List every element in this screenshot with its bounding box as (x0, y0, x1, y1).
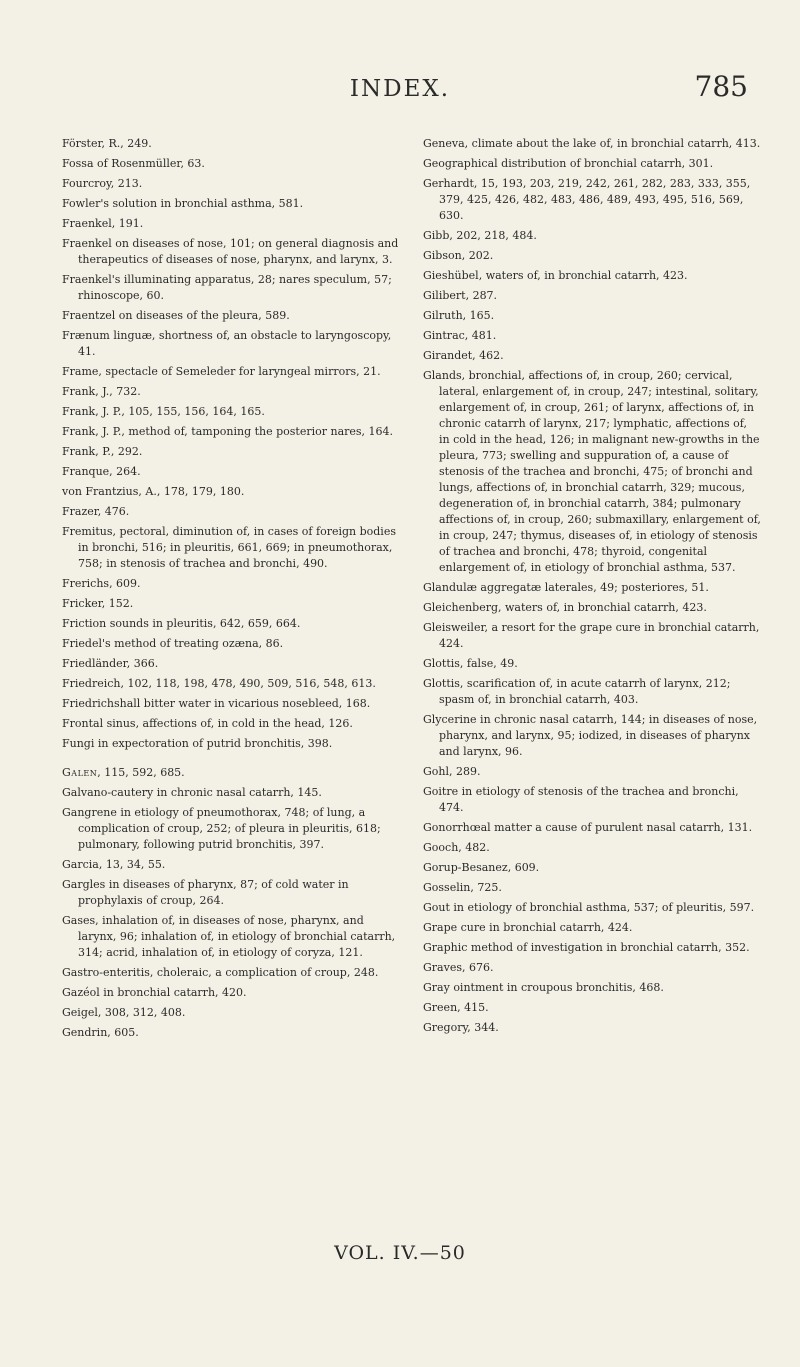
index-entry: Friedel's method of treating ozæna, 86. (62, 637, 284, 650)
index-entry: Gastro-enteritis, choleraic, a complication of croup, 248. (62, 966, 379, 979)
index-entry: Fricker, 152. (62, 597, 134, 610)
index-entry: Geographical distribution of bronchial catarrh, 301. (423, 157, 714, 170)
index-entry: Girandet, 462. (423, 349, 504, 362)
index-entry: Gargles in diseases of pharynx, 87; of cold water in prophylaxis of croup, 264. (62, 878, 349, 907)
index-entry: Fossa of Rosenmüller, 63. (62, 157, 205, 170)
index-entry: Friedrichshall bitter water in vicarious nosebleed, 168. (62, 697, 371, 710)
index-entry: von Frantzius, A., 178, 179, 180. (62, 485, 245, 498)
index-entry: Friedländer, 366. (62, 657, 159, 670)
index-entry: Gilruth, 165. (423, 309, 495, 322)
index-entry: Geigel, 308, 312, 408. (62, 1006, 186, 1019)
index-entry: Fremitus, pectoral, diminution of, in cases of foreign bodies in bronchi, 516; in pleuritis, 661, 669; in pneumothorax, 758; in stenosis of trachea and bronchi, 490. (62, 525, 396, 570)
index-entry: Glycerine in chronic nasal catarrh, 144; in diseases of nose, pharynx, and larynx, 95; iodized, in diseases of pharynx and larynx, 96. (423, 713, 758, 758)
index-entry: Galen, 115, 592, 685. (62, 766, 185, 779)
volume-signature: VOL. IV.—50 (334, 1242, 466, 1264)
index-entry: Gibb, 202, 218, 484. (423, 229, 537, 242)
index-entry: Gorup-Besanez, 609. (423, 861, 540, 874)
index-entry: Gleichenberg, waters of, in bronchial catarrh, 423. (423, 601, 707, 614)
index-entry: Fraentzel on diseases of the pleura, 589. (62, 309, 290, 322)
index-entry: Goitre in etiology of stenosis of the trachea and bronchi, 474. (423, 785, 739, 814)
index-entry: Gooch, 482. (423, 841, 490, 854)
index-entry: Gases, inhalation of, in diseases of nose, pharynx, and larynx, 96; inhalation of, in etiology of bronchial catarrh, 314; acrid, inhalation of, in etiology of coryza, 121. (62, 914, 396, 959)
index-entry: Gonorrhœal matter a cause of purulent nasal catarrh, 131. (423, 821, 753, 834)
index-entry: Green, 415. (423, 1001, 489, 1014)
index-entry: Fraenkel's illuminating apparatus, 28; nares speculum, 57; rhinoscope, 60. (62, 273, 392, 302)
index-entry: Gout in etiology of bronchial asthma, 537; of pleuritis, 597. (423, 901, 755, 914)
index-entry: Gohl, 289. (423, 765, 481, 778)
index-entry: Gibson, 202. (423, 249, 494, 262)
index-entry: Friedreich, 102, 118, 198, 478, 490, 509, 516, 548, 613. (62, 677, 376, 690)
index-entry: Friction sounds in pleuritis, 642, 659, 664. (62, 617, 301, 630)
index-entry: Gangrene in etiology of pneumothorax, 748; of lung, a complication of croup, 252; of pleura in pleuritis, 618; pulmonary, following putrid bronchitis, 397. (62, 806, 381, 851)
index-entry: Frank, P., 292. (62, 445, 143, 458)
index-entry: Glandulæ aggregatæ laterales, 49; posteriores, 51. (423, 581, 709, 594)
index-entry: Fraenkel, 191. (62, 217, 144, 230)
index-entry: Frank, J., 732. (62, 385, 141, 398)
index-entry: Frænum linguæ, shortness of, an obstacle to laryngoscopy, 41. (62, 329, 392, 358)
page-header (0, 70, 800, 116)
index-entry: Franque, 264. (62, 465, 141, 478)
index-entry: Fowler's solution in bronchial asthma, 581. (62, 197, 304, 210)
index-column-right (423, 136, 761, 1040)
index-entry: Fraenkel on diseases of nose, 101; on general diagnosis and therapeutics of diseases of nose, pharynx, and larynx, 3. (62, 237, 399, 266)
index-entry: Gleisweiler, a resort for the grape cure in bronchial catarrh, 424. (423, 621, 760, 650)
index-entry: Frame, spectacle of Semeleder for laryngeal mirrors, 21. (62, 365, 381, 378)
index-column-left (62, 136, 404, 1045)
index-entry: Garcia, 13, 34, 55. (62, 858, 166, 871)
page-title: INDEX. (349, 76, 451, 102)
index-entry: Frank, J. P., method of, tamponing the posterior nares, 164. (62, 425, 394, 438)
index-entry: Förster, R., 249. (62, 137, 152, 150)
index-entry: Frazer, 476. (62, 505, 130, 518)
index-entry: Gregory, 344. (423, 1021, 499, 1034)
index-entry: Frerichs, 609. (62, 577, 141, 590)
index-entry: Gosselin, 725. (423, 881, 502, 894)
index-entry: Gieshübel, waters of, in bronchial catarrh, 423. (423, 269, 688, 282)
index-entry: Glottis, scarification of, in acute catarrh of larynx, 212; spasm of, in bronchial catarrh, 403. (423, 677, 731, 706)
index-entry: Glands, bronchial, affections of, in croup, 260; cervical, lateral, enlargement of, in croup, 247; intestinal, solitary, enlargement of, in croup, 261; of larynx, affections of, in chronic catarrh of larynx, 217; lymphatic, affections of, in cold in the head, 126; in malignant new-growths in the pleura, 773; swelling and suppuration of, a cause of stenosis of the trachea and bronchi, 475; of bronchi and lungs, affections of, in bronchial catarrh, 329; mucous, degeneration of, in bronchial catarrh, 384; pulmonary affections of, in croup, 260; submaxillary, enlargement of, in croup, 247; thymus, diseases of, in etiology of stenosis of trachea and bronchi, 478; thyroid, congenital enlargement of, in etiology of bronchial asthma, 537. (423, 369, 761, 574)
index-entry: Gazéol in bronchial catarrh, 420. (62, 986, 247, 999)
index-entry: Fourcroy, 213. (62, 177, 143, 190)
index-entry: Graves, 676. (423, 961, 494, 974)
index-entry: Gilibert, 287. (423, 289, 498, 302)
index-entry: Gerhardt, 15, 193, 203, 219, 242, 261, 282, 283, 333, 355, 379, 425, 426, 482, 483, 486, 489, 493, 495, 516, 569, 630. (423, 177, 751, 222)
index-entry: Glottis, false, 49. (423, 657, 518, 670)
index-entry: Frank, J. P., 105, 155, 156, 164, 165. (62, 405, 265, 418)
small-caps-headword: Galen (62, 766, 98, 779)
index-entry: Gendrin, 605. (62, 1026, 139, 1039)
index-entry: Frontal sinus, affections of, in cold in the head, 126. (62, 717, 353, 730)
index-entry: Grape cure in bronchial catarrh, 424. (423, 921, 633, 934)
index-entry: Geneva, climate about the lake of, in bronchial catarrh, 413. (423, 137, 761, 150)
index-entry: Galvano-cautery in chronic nasal catarrh, 145. (62, 786, 322, 799)
index-entry: Fungi in expectoration of putrid bronchitis, 398. (62, 737, 333, 750)
index-entry: Gray ointment in croupous bronchitis, 468. (423, 981, 664, 994)
page-number: 785 (694, 70, 748, 103)
index-entry: Graphic method of investigation in bronchial catarrh, 352. (423, 941, 750, 954)
index-entry: Gintrac, 481. (423, 329, 497, 342)
